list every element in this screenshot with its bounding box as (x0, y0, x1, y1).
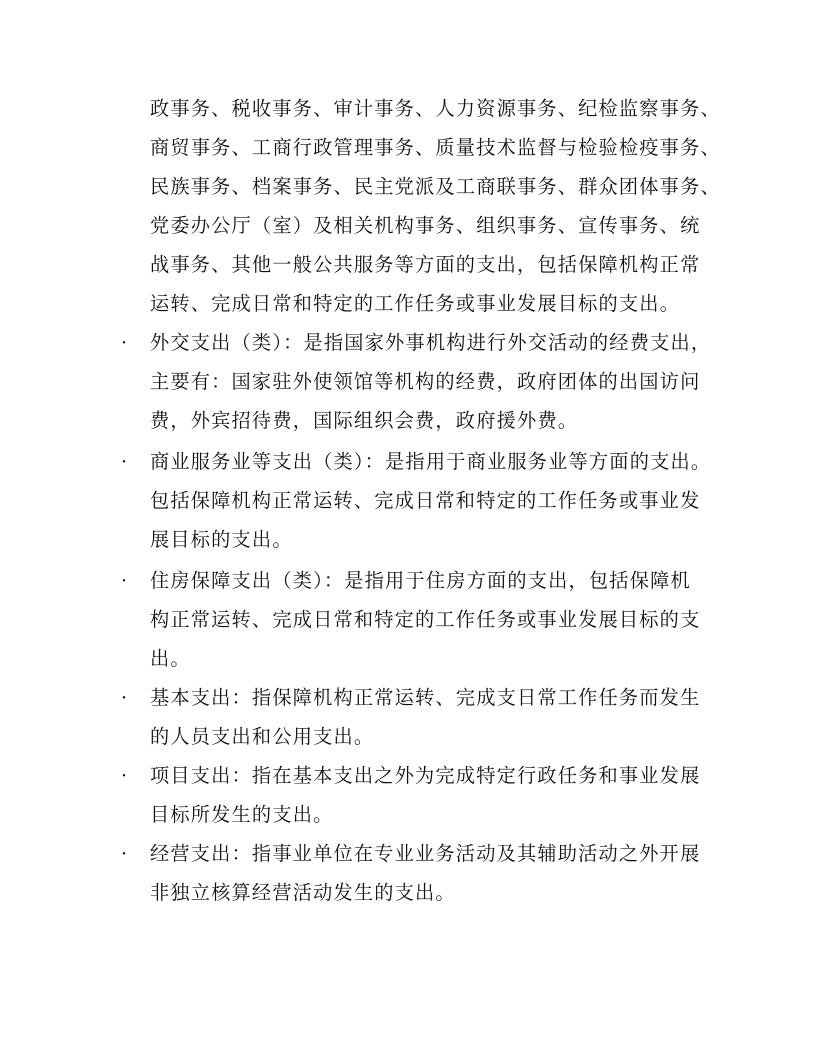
paragraph-line: 民族事务、档案事务、民主党派及工商联事务、群众团体事务、 (150, 175, 721, 198)
paragraph-line: 战事务、其他一般公共服务等方面的支出，包括保障机构正常 (150, 253, 701, 276)
bullet-item-line: 出。 (150, 647, 191, 670)
bullet-marker: · (120, 843, 128, 865)
paragraph-line: 运转、完成日常和特定的工作任务或事业发展目标的支出。 (150, 292, 681, 315)
paragraph-line: 商贸事务、工商行政管理事务、质量技术监督与检验检疫事务、 (150, 136, 721, 159)
bullet-marker: · (120, 332, 128, 354)
bullet-marker: · (120, 687, 128, 709)
bullet-item-line: 经营支出：指事业单位在专业业务活动及其辅助活动之外开展 (150, 842, 701, 865)
bullet-marker: · (120, 451, 128, 473)
bullet-item-line: 构正常运转、完成日常和特定的工作任务或事业发展目标的支 (150, 608, 701, 631)
bullet-marker: · (120, 765, 128, 787)
bullet-marker: · (120, 570, 128, 592)
bullet-item-line: 的人员支出和公用支出。 (150, 725, 375, 748)
paragraph-line: 政事务、税收事务、审计事务、人力资源事务、纪检监察事务、 (150, 97, 721, 120)
bullet-item-line: 主要有：国家驻外使领馆等机构的经费，政府团体的出国访问 (150, 370, 701, 393)
bullet-item-line: 非独立核算经营活动发生的支出。 (150, 881, 456, 904)
bullet-item-line: 外交支出（类）：是指国家外事机构进行外交活动的经费支出， (150, 331, 712, 354)
bullet-item-line: 基本支出：指保障机构正常运转、完成支日常工作任务而发生 (150, 686, 701, 709)
paragraph-line: 党委办公厅（室）及相关机构事务、组织事务、宣传事务、统 (150, 214, 701, 237)
bullet-item-line: 住房保障支出（类）：是指用于住房方面的支出，包括保障机 (150, 569, 691, 592)
bullet-item-line: 项目支出：指在基本支出之外为完成特定行政任务和事业发展 (150, 764, 701, 787)
bullet-item-line: 包括保障机构正常运转、完成日常和特定的工作任务或事业发 (150, 489, 701, 512)
bullet-item-line: 展目标的支出。 (150, 528, 293, 551)
bullet-item-line: 商业服务业等支出（类）：是指用于商业服务业等方面的支出。 (150, 450, 712, 473)
bullet-item-line: 目标所发生的支出。 (150, 803, 334, 826)
bullet-item-line: 费，外宾招待费，国际组织会费，政府援外费。 (150, 409, 579, 432)
